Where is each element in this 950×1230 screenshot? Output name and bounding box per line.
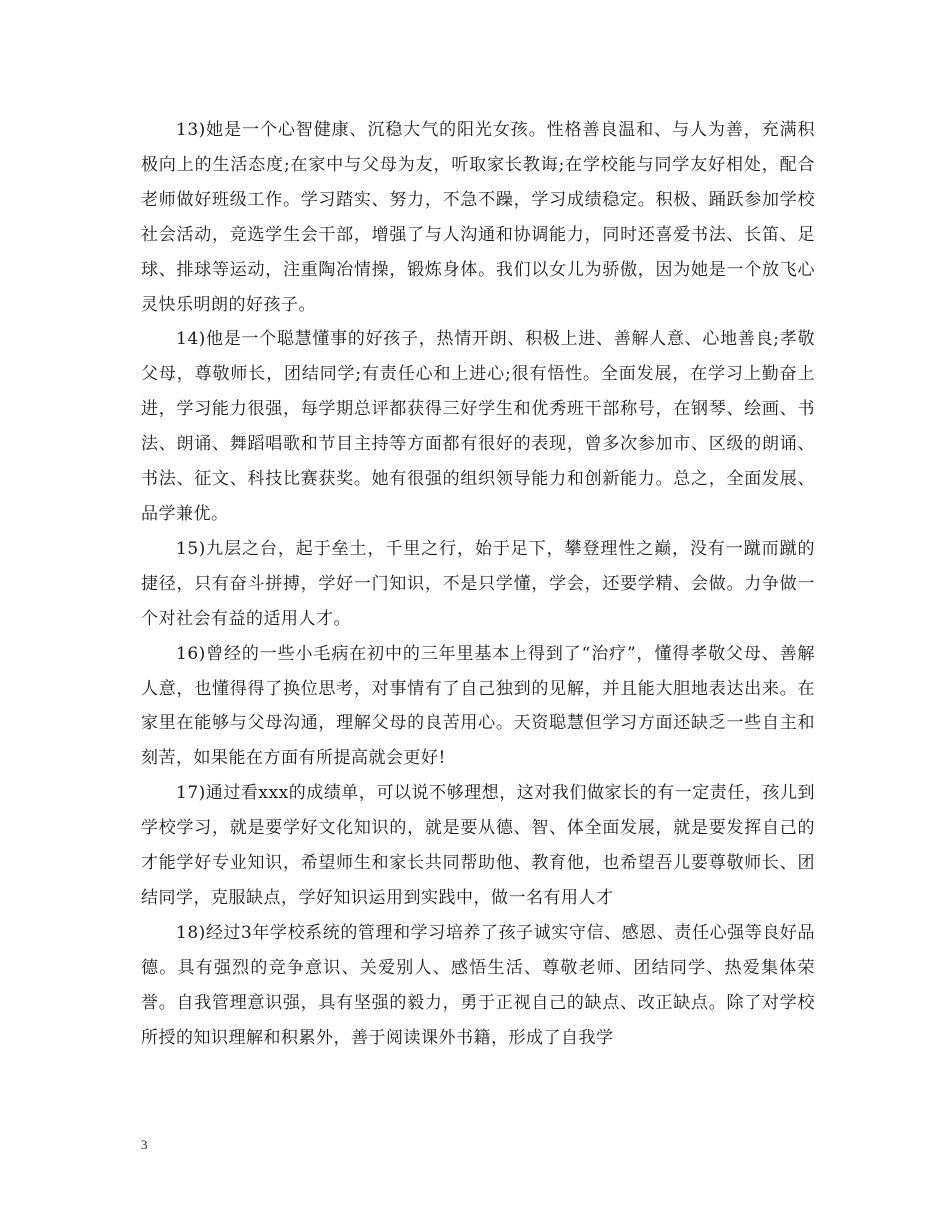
paragraph-18: 18)经过3年学校系统的管理和学习培养了孩子诚实守信、感恩、责任心强等良好品德。具有强烈的竞争意识、关爱别人、感悟生活、尊敬老师、团结同学、热爱集体荣誉。自我管理意识强，具有坚强的毅力，勇于正视自己的缺点、改正缺点。除了对学校所授的知识理解和积累外，善于阅读课外书籍，形成了自我学 [141,922,815,1048]
paragraph-17: 17)通过看xxx的成绩单，可以说不够理想，这对我们做家长的有一定责任，孩儿到学校学习，就是要学好文化知识的，就是要从德、智、体全面发展，就是要发挥自己的才能学好专业知识，希望师生和家长共同帮助他、教育他，也希望吾儿要尊敬师长、团结同学，克服缺点，学好知识运用到实践中，做一名有用人才 [141,783,815,908]
paragraph-13: 13)她是一个心智健康、沉稳大气的阳光女孩。性格善良温和、与人为善，充满积极向上的生活态度;在家中与父母为友，听取家长教诲;在学校能与同学友好相处，配合老师做好班级工作。学习踏实、努力，不急不躁，学习成绩稳定。积极、踊跃参加学校社会活动，竞选学生会干部，增强了与人沟通和协调能力，同时还喜爱书法、长笛、足球、排球等运动，注重陶冶情操，锻炼身体。我们以女儿为骄傲，因为她是一个放飞心灵快乐明朗的好孩子。 [141,120,815,315]
document-body [141,113,815,1055]
paragraph-14: 14)他是一个聪慧懂事的好孩子，热情开朗、积极上进、善解人意、心地善良;孝敬父母，尊敬师长，团结同学;有责任心和上进心;很有悟性。全面发展，在学习上勤奋上进，学习能力很强，每学期总评都获得三好学生和优秀班干部称号，在钢琴、绘画、书法、朗诵、舞蹈唱歌和节目主持等方面都有很好的表现，曾多次参加市、区级的朗诵、书法、征文、科技比赛获奖。她有很强的组织领导能力和创新能力。总之，全面发展、品学兼优。 [141,329,815,524]
paragraph-16: 16)曾经的一些小毛病在初中的三年里基本上得到了“治疗”，懂得孝敬父母、善解人意，也懂得得了换位思考，对事情有了自己独到的见解，并且能大胆地表达出来。在家里在能够与父母沟通，理解父母的良苦用心。天资聪慧但学习方面还缺乏一些自主和刻苦，如果能在方面有所提高就会更好! [141,643,815,769]
paragraph-15: 15)九层之台，起于垒土，千里之行，始于足下，攀登理性之巅，没有一蹴而蹴的捷径，只有奋斗拼搏，学好一门知识，不是只学懂，学会，还要学精、会做。力争做一个对社会有益的适用人才。 [141,538,815,629]
page-number: 3 [141,1137,148,1152]
